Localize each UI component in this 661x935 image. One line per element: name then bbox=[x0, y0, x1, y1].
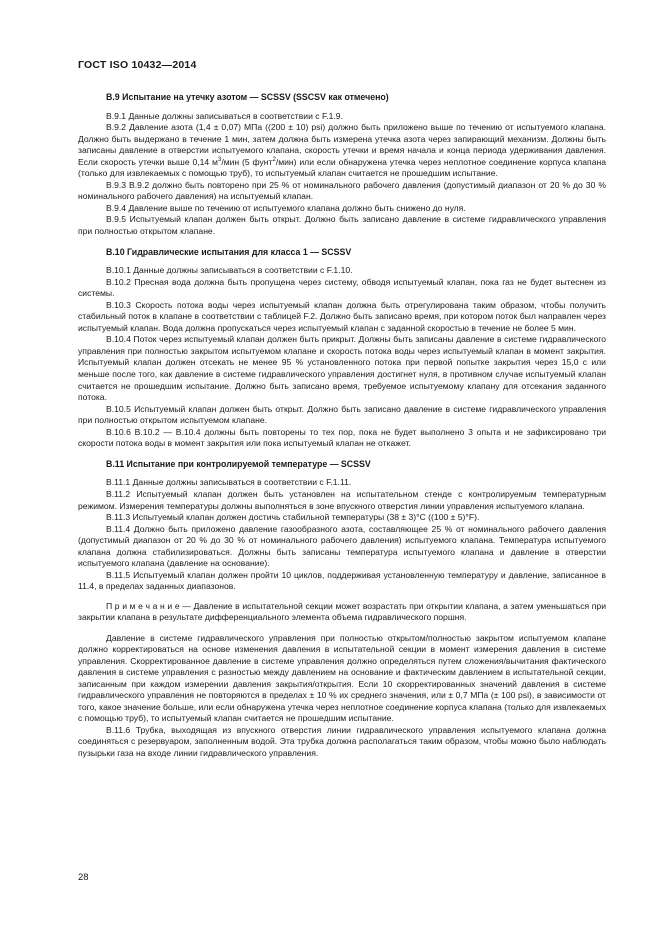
paragraph-b9-2-part-c: /мин) или если обнаружена утечка через неплотное соединение корпуса клапана (только для извлекаемых с помощью труб), то испытуемый клапан считается не прошедшим испытание. bbox=[78, 156, 607, 179]
paragraph-b10-2: B.10.2 Пресная вода должна быть пропущена через систему, обводя испытуемый клапан, пока газ не будет вытеснен из системы. bbox=[78, 276, 606, 299]
document-header: ГОСТ ISO 10432—2014 bbox=[78, 59, 197, 71]
paragraph-b10-5: B.10.5 Испытуемый клапан должен быть открыт. Должно быть записано давление в системе гидравлического управления при полностью открытом испытуемом клапане. bbox=[78, 403, 606, 426]
paragraph-b10-4: B.10.4 Поток через испытуемый клапан должен быть прикрыт. Должны быть записаны давление в системе гидравлического управления при полностью закрытом испытуемом клапане и скорость потока воды через испытуемый клапан в момент закрытия. Испытуемый клапан должен отсекать не менее 95 % установленного потока при первой попытке закрытия через 15,0 с или меньше после того, как давление в системе гидравлического управления достигнет нуля, в противном случае испытуемый клапан считается не прошедшим испытание. Должно быть записано время, требуемое испытуемому клапану для отсекания заданного потока. bbox=[78, 334, 606, 403]
paragraph-b9-1: B.9.1 Данные должны записываться в соответствии с F.1.9. bbox=[106, 110, 343, 121]
paragraph-b11-6: B.11.6 Трубка, выходящая из впускного отверстия линии гидравлического управления испытуемого клапана должна соединяться с резервуаром, заполненным водой. Эта трубка должна располагаться таким образом, чтобы можно было наблюдать пузырьки газа на входе линии гидравлического управления. bbox=[78, 724, 606, 759]
paragraph-b10-6: B.10.6 B.10.2 — B.10.4 должны быть повторены то тех пор, пока не будет выполнено 3 опыта и не зафиксировано три скорости потока воды в момент закрытия или пока испытуемый клапан не откажет. bbox=[78, 426, 606, 449]
paragraph-b9-4: B.9.4 Давление выше по течению от испытуемого клапана должно быть снижено до нуля. bbox=[106, 202, 466, 213]
paragraph-b9-2-part-b: /мин (5 фунт bbox=[221, 156, 273, 167]
paragraph-b9-3: B.9.3 B.9.2 должно быть повторено при 25 % от номинального рабочего давления (допустимый диапазон от 20 % до 30 % номинального рабочего давления) на испытуемый клапан. bbox=[78, 179, 606, 202]
paragraph-b9-2-part-a: B.9.2 Давление азота (1,4 ± 0,07) МПа ((200 ± 10) psi) должно быть приложено выше по течению от испытуемого клапана. Должно быть выдержано в течение 1 мин, затем должна быть измерена утечка азота через запирающий механизм. Должны быть записаны давление в отверстии испытуемого клапана, скорость утечки и время начала и конца периода удерживания давления. Если скорость утечки выше 0,14 м bbox=[78, 122, 606, 167]
note-label: П р и м е ч а н и е bbox=[106, 600, 180, 611]
paragraph-b11-2: B.11.2 Испытуемый клапан должен быть установлен на испытательном стенде с контролируемым температурным режимом. Измерения температуры должны выполняться в зоне впускного отверстия линии управления испытуемого клапана. bbox=[78, 488, 606, 511]
section-heading-b10: B.10 Гидравлические испытания для класса 1 — SCSSV bbox=[106, 246, 352, 257]
document-body bbox=[78, 92, 606, 760]
superscript-cubic: 3 bbox=[217, 156, 222, 163]
paragraph-b11-5: B.11.5 Испытуемый клапан должен пройти 10 циклов, поддерживая установленную температуру и давление, записанное в 11.4, в пределах заданных диапазонов. bbox=[78, 569, 606, 592]
paragraph-b10-3: B.10.3 Скорость потока воды через испытуемый клапан должна быть отрегулирована таким образом, чтобы получить стабильный поток в клапане в соответствии с таблицей F.2. Должно быть записано время, при котором поток был направлен через испытуемый клапан. Вода должна пропускаться через испытуемый клапан с заданной скоростью в течение не более 5 мин. bbox=[78, 299, 606, 333]
paragraph-b11-4: B.11.4 Должно быть приложено давление газообразного азота, составляющее 25 % от номинального рабочего давления (допустимый диапазон от 20 % до 30 % от номинального рабочего давления) испытуемого клапана. Температура испытуемого клапана должна стабилизироваться. Должны быть записаны температура испытуемого клапана и давление в отверстии испытуемого клапана (давление на основание). bbox=[78, 523, 606, 569]
section-heading-b11: B.11 Испытание при контролируемой температуре — SCSSV bbox=[106, 458, 371, 469]
paragraph-b9-2 bbox=[78, 122, 606, 180]
section-heading-b9: B.9 Испытание на утечку азотом — SCSSV (SSCSV как отмечено) bbox=[106, 92, 389, 102]
superscript-square: 2 bbox=[272, 156, 276, 163]
paragraph-b10-1: B.10.1 Данные должны записываться в соответствии с F.1.10. bbox=[106, 265, 353, 276]
paragraph-b11-correction: Давление в системе гидравлического управления при полностью открытом/полностью закрытом испытуемом клапане должно корректироваться на основе изменения давления в испытательной секции в момент измерения давления в системе управления. Скорректированное давление в системе управления должно определяться путем сложения/вычитания фактического давления в системе управления с разностью между давлением на основание и фактическим давлением в испытательной секции, записанным при каждом измерении давления закрытия/открытия. Если 10 скорректированных значений давления в системе гидравлического управления не повторяются в пределах ± 10 % их среднего значения, или ± 0,7 МПа (± 100 psi), в зависимости от того, какое значение больше, или если обнаружена утечка через неплотное соединение корпуса клапана (только для извлекаемых с помощью труб), то испытуемый клапан считается не прошедшим испытание. bbox=[78, 632, 606, 724]
page-number: 28 bbox=[78, 872, 89, 883]
note-text: — Давление в испытательной секции может возрастать при открытии клапана, а затем уменьшаться при закрытии клапана в результате дифференциального элемента объема гидравлического поршня. bbox=[78, 600, 607, 623]
paragraph-b11-1: B.11.1 Данные должны записываться в соответствии с F.1.11. bbox=[106, 477, 352, 488]
note bbox=[78, 601, 606, 624]
paragraph-b11-3: B.11.3 Испытуемый клапан должен достичь стабильной температуры (38 ± 3)°С ((100 ± 5)°F). bbox=[106, 512, 480, 523]
paragraph-b9-5: B.9.5 Испытуемый клапан должен быть открыт. Должно быть записано давление в системе гидравлического управления при полностью открытом клапане. bbox=[78, 214, 606, 237]
